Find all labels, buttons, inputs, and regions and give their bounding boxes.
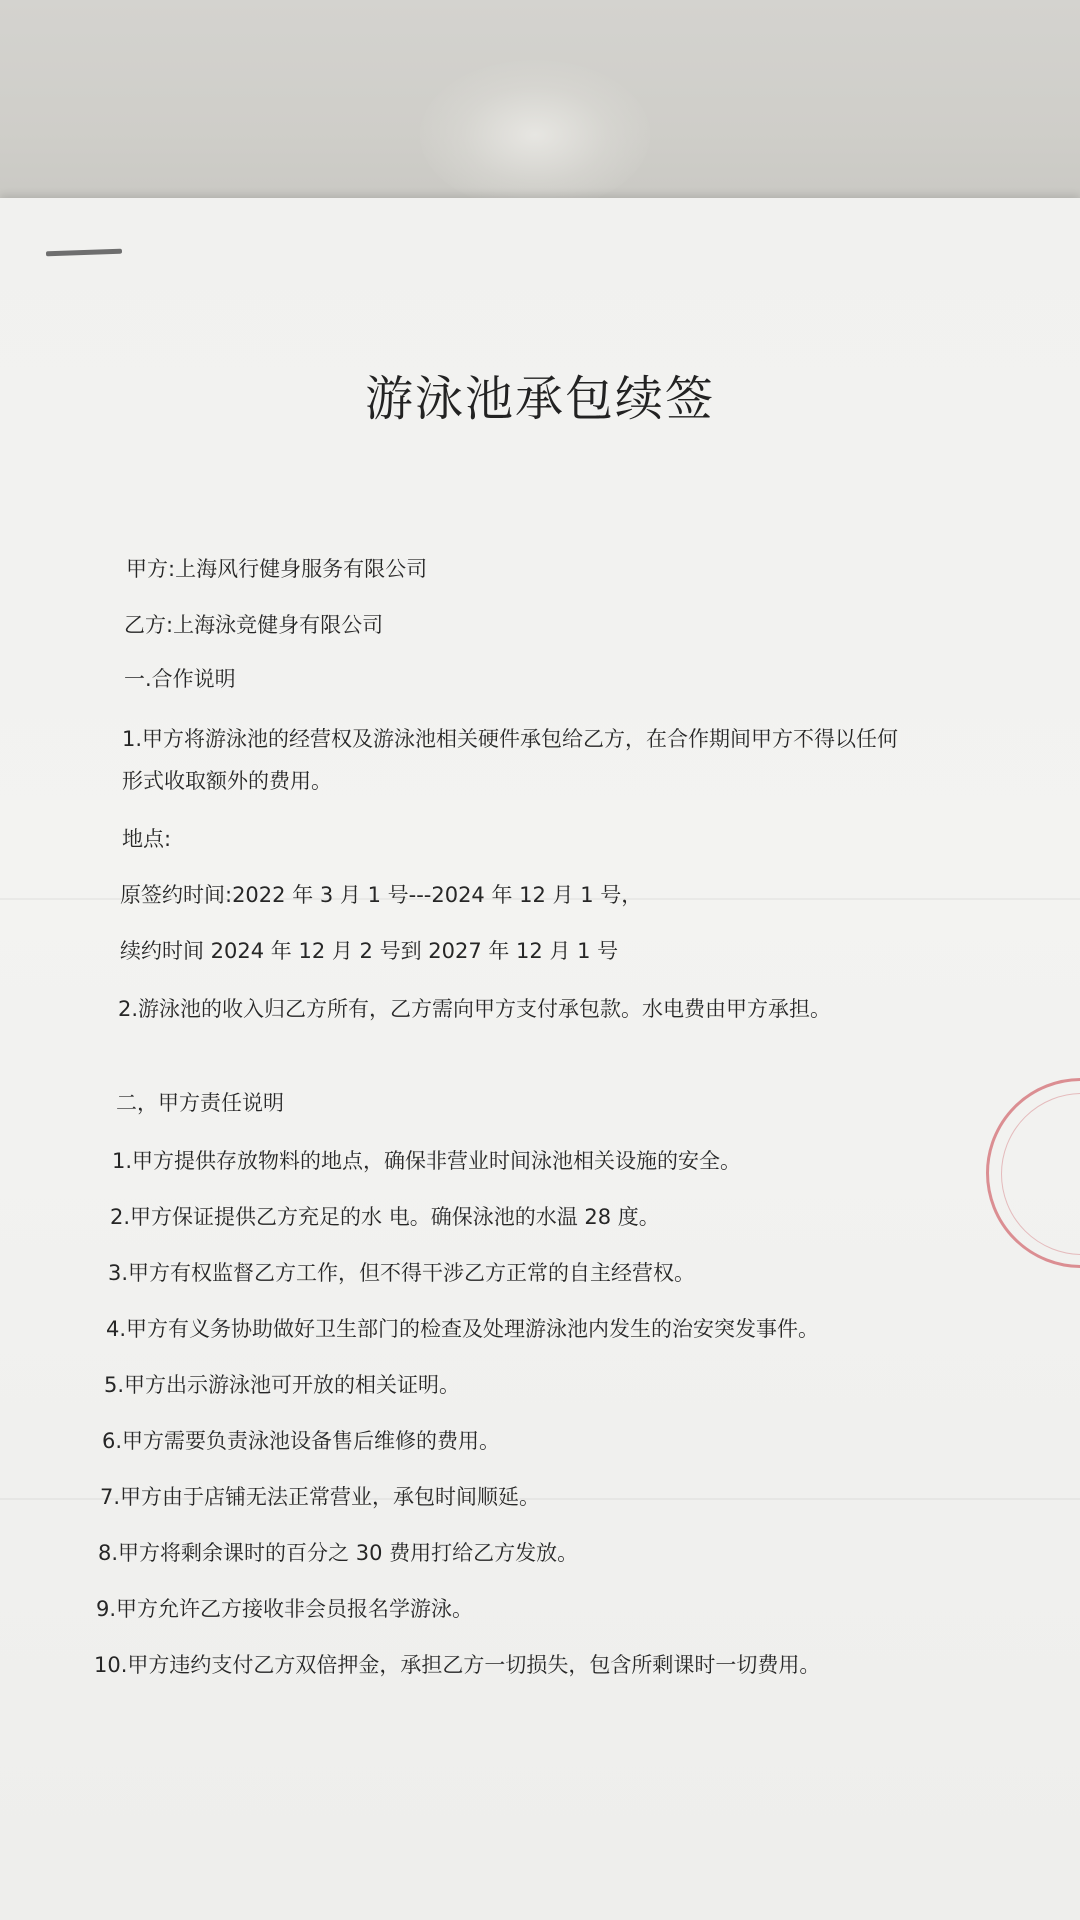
- seal-inner-ring: [1001, 1093, 1080, 1255]
- staple-mark: [46, 249, 122, 257]
- clause-line: 2.游泳池的收入归乙方所有，乙方需向甲方支付承包款。水电费由甲方承担。: [118, 997, 832, 1021]
- section-heading-cooperation: 一.合作说明: [124, 667, 236, 691]
- party-b-line: 乙方:上海泳竞健身有限公司: [124, 613, 384, 637]
- responsibility-item: 10.甲方违约支付乙方双倍押金，承担乙方一切损失，包含所剩课时一切费用。: [94, 1653, 821, 1677]
- responsibility-item: 5.甲方出示游泳池可开放的相关证明。: [104, 1373, 461, 1397]
- responsibility-item: 6.甲方需要负责泳池设备售后维修的费用。: [102, 1429, 501, 1453]
- responsibility-item: 4.甲方有义务协助做好卫生部门的检查及处理游泳池内发生的治安突发事件。: [106, 1317, 820, 1341]
- responsibility-item: 3.甲方有权监督乙方工作，但不得干涉乙方正常的自主经营权。: [108, 1261, 696, 1285]
- renewal-term-line: 续约时间 2024 年 12 月 2 号到 2027 年 12 月 1 号: [120, 939, 619, 963]
- clause-line: 形式收取额外的费用。: [122, 769, 332, 793]
- document-title: 游泳池承包续签: [364, 371, 715, 427]
- clause-line: 1.甲方将游泳池的经营权及游泳池相关硬件承包给乙方，在合作期间甲方不得以任何: [122, 727, 899, 751]
- location-label: 地点:: [122, 827, 172, 851]
- responsibility-item: 7.甲方由于店铺无法正常营业，承包时间顺延。: [100, 1485, 541, 1509]
- original-term-line: 原签约时间:2022 年 3 月 1 号---2024 年 12 月 1 号，: [120, 883, 643, 907]
- document-page: [0, 198, 1080, 1920]
- red-seal-stamp: [986, 1078, 1080, 1268]
- responsibility-item: 9.甲方允许乙方接收非会员报名学游泳。: [96, 1597, 474, 1621]
- responsibility-item: 8.甲方将剩余课时的百分之 30 费用打给乙方发放。: [98, 1541, 579, 1565]
- section-heading-party-a: 二，甲方责任说明: [116, 1091, 284, 1115]
- party-a-line: 甲方:上海风行健身服务有限公司: [126, 557, 428, 581]
- responsibility-item: 2.甲方保证提供乙方充足的水 电。确保泳池的水温 28 度。: [110, 1205, 660, 1229]
- responsibility-item: 1.甲方提供存放物料的地点，确保非营业时间泳池相关设施的安全。: [112, 1149, 742, 1173]
- background-shadow: [420, 60, 650, 210]
